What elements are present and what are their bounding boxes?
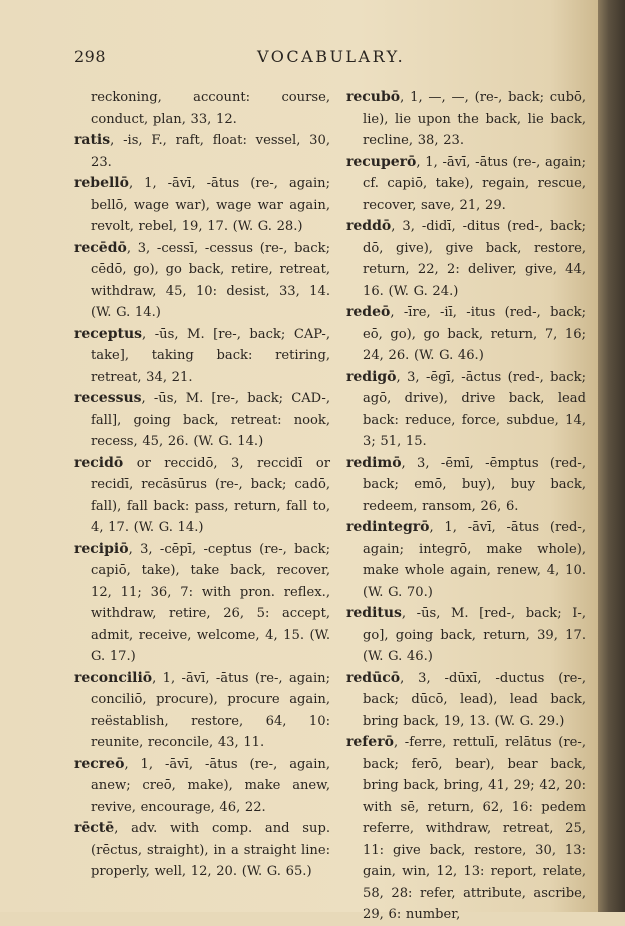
- definition: , adv. with comp. and sup. (rēctus, straight), in a straight line: properly, well, 12, 20. (W. G. 65.): [91, 821, 330, 879]
- definition: , 1, -āvī, -ātus (red-, again; integrō, make whole), make whole again, renew, 4, 10. (W. G. 70.): [363, 520, 586, 600]
- definition: , 3, -cessī, -cessus (re-, back; cēdō, go), go back, retire, retreat, withdraw, 45, 10: desist, 33, 14. (W. G. 14.): [91, 240, 330, 320]
- headword: recubō: [346, 89, 401, 105]
- headword: recreō: [74, 755, 125, 772]
- definition: or reccidō, 3, reccidī or recidī, recāsūrus (re-, back; cadō, fall), fall back: pass, return, fall to, 4, 17. (W. G. 14.): [91, 455, 330, 535]
- page-header: [74, 47, 574, 71]
- dictionary-entry: [74, 668, 330, 754]
- headword: reconciliō: [74, 669, 153, 686]
- dictionary-entry: [74, 453, 330, 539]
- dictionary-entry: [74, 324, 330, 389]
- right-column: [346, 87, 586, 926]
- dictionary-entry: [74, 173, 330, 238]
- definition: , -is, F., raft, float: vessel, 30, 23.: [91, 133, 330, 170]
- dictionary-entry: [346, 216, 586, 302]
- dictionary-entry: [74, 388, 330, 453]
- dictionary-entry: [346, 517, 586, 603]
- dictionary-entry: [346, 603, 586, 668]
- definition: , -ferre, rettulī, relātus (re-, back; ferō, bear), bear back, bring back, bring, 41, 29; 42, 20: with sē, return, 62, 16: pedem referre, withdraw, retreat, 25, 11: give back, restore, 30, 13: gain, win, 12, 13: report, relate, 58, 28: refer, attribute, ascribe, 29, 6: number,: [363, 735, 586, 922]
- headword: recessus: [74, 390, 142, 406]
- headword: recidō: [74, 454, 124, 471]
- dictionary-entry: [346, 732, 586, 926]
- left-column: [74, 87, 330, 883]
- definition: , 1, —, —, (re-, back; cubō, lie), lie upon the back, lie back, recline, 38, 23.: [363, 90, 586, 148]
- headword: rebellō: [74, 175, 129, 191]
- dictionary-entry: [74, 818, 330, 883]
- headword: redūcō: [346, 669, 401, 686]
- dictionary-entry: [346, 87, 586, 152]
- headword: redimō: [346, 454, 402, 471]
- headword: recuperō: [346, 153, 417, 170]
- definition: , 3, -cēpī, -ceptus (re-, back; capiō, take), take back, recover, 12, 11; 36, 7: with pron. reflex., withdraw, retire, 26, 5: accept, admit, receive, welcome, 4, 15. (W. G. 17.): [91, 541, 330, 664]
- definition: , 3, -didī, -ditus (red-, back; dō, give), give back, restore, return, 22, 2: deliver, give, 44, 16. (W. G. 24.): [363, 219, 586, 299]
- headword: recipiō: [74, 540, 129, 557]
- definition: , 1, -āvī, -ātus (re-, again; bellō, wage war), wage war again, revolt, rebel, 19, 17. (W. G. 28.): [91, 176, 330, 234]
- definition: , 1, -āvī, -ātus (re-, again, anew; creō, make), make anew, revive, encourage, 46, 22.: [91, 756, 330, 815]
- definition: , -ūs, M. [re-, back; CAP-, take], taking back: retiring, retreat, 34, 21.: [91, 326, 330, 385]
- dictionary-entry: [74, 754, 330, 819]
- definition: , 1, -āvī, -ātus (re-, again; conciliō, procure), procure again, reëstablish, restore, 64, 10: reunite, reconcile, 43, 11.: [91, 670, 330, 750]
- definition: , -īre, -iī, -itus (red-, back; eō, go), go back, return, 7, 16; 24, 26. (W. G. 46.): [363, 305, 586, 363]
- dictionary-entry: [74, 539, 330, 668]
- definition: , 1, -āvī, -ātus (re-, again; cf. capiō, take), regain, rescue, recover, save, 21, 29.: [363, 154, 586, 213]
- definition: reckoning, account: course, conduct, plan, 33, 12.: [91, 90, 330, 127]
- headword: redigō: [346, 368, 397, 385]
- definition: , 3, -dūxī, -ductus (re-, back; dūcō, lead), lead back, bring back, 19, 13. (W. G. 29.): [363, 670, 586, 729]
- headword: referō: [346, 734, 394, 750]
- headword: reditus: [346, 605, 402, 621]
- dictionary-entry: [346, 302, 586, 367]
- dictionary-entry: [346, 367, 586, 453]
- headword: redintegrō: [346, 519, 430, 535]
- dictionary-entry: [74, 130, 330, 173]
- dictionary-entry: [346, 453, 586, 518]
- dictionary-entry: [74, 87, 330, 130]
- headword: recēdō: [74, 239, 127, 256]
- definition: , 3, -ēmī, -ēmptus (red-, back; emō, buy), buy back, redeem, ransom, 26, 6.: [363, 455, 586, 514]
- dictionary-entry: [346, 152, 586, 217]
- page-number: 298: [74, 47, 107, 66]
- headword: rēctē: [74, 820, 115, 836]
- dictionary-entry: [346, 668, 586, 733]
- running-head: VOCABULARY.: [257, 47, 406, 66]
- headword: reddō: [346, 218, 392, 234]
- book-spine: [598, 0, 625, 912]
- definition: , 3, -ēgī, -āctus (red-, back; agō, drive), drive back, lead back: reduce, force, subdue, 14, 3; 51, 15.: [363, 369, 586, 449]
- definition: , -ūs, M. [re-, back; CAD-, fall], going back, retreat: nook, recess, 45, 26. (W. G. 14.): [91, 391, 330, 449]
- headword: redeō: [346, 304, 391, 320]
- definition: , -ūs, M. [red-, back; I-, go], going back, return, 39, 17. (W. G. 46.): [363, 606, 586, 664]
- headword: ratis: [74, 132, 111, 148]
- headword: receptus: [74, 325, 143, 342]
- dictionary-entry: [74, 238, 330, 324]
